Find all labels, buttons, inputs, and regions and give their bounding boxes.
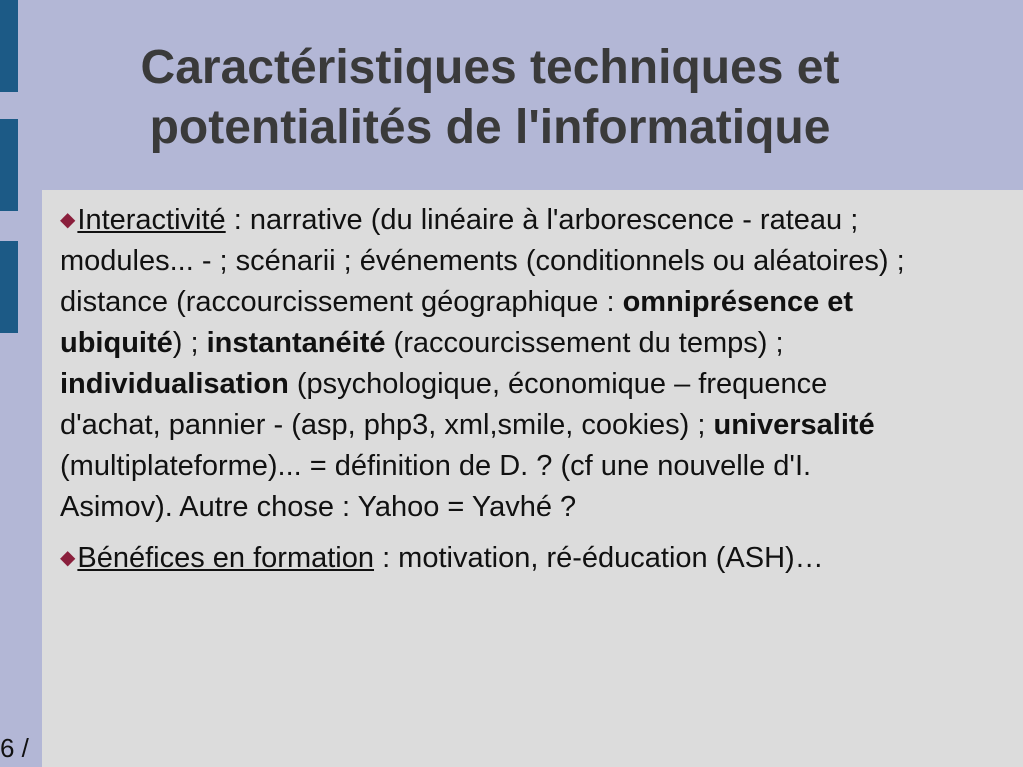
bullet-text: (psychologique, économique – frequence d'achat, pannier - (asp, php3, xml,smile, cookies) ; (60, 368, 828, 441)
diamond-bullet-icon: ◆ (60, 209, 76, 231)
side-accent-bar (0, 119, 18, 211)
bold-term: instantanéité (206, 327, 386, 359)
bold-term: omniprésence et ubiquité (60, 286, 854, 359)
side-accent-bar (0, 0, 18, 92)
slide-title (40, 38, 940, 158)
bullet-text: : narrative (du linéaire à l'arborescence - rateau ; modules... - ; scénarii ; événements (conditionnels ou aléatoires) ; distance (raccourcissement géographique : (60, 204, 905, 318)
bullet-text: (raccourcissement du temps) ; (385, 327, 784, 359)
side-accent-bar (0, 241, 18, 333)
bullet-item-interactivite (60, 200, 930, 528)
slide-title-line2: potentialités de l'informatique (149, 101, 831, 154)
diamond-bullet-icon: ◆ (60, 547, 76, 569)
bullet-heading: Bénéfices en formation (77, 542, 375, 574)
bold-term: individualisation (60, 368, 289, 400)
bold-term: universalité (713, 409, 875, 441)
bullet-item-benefices (60, 538, 930, 579)
bullet-text: : motivation, ré-éducation (ASH)… (374, 542, 824, 574)
bullet-text: ) ; (172, 327, 207, 359)
slide-title-line1: Caractéristiques techniques et (140, 41, 840, 94)
slide-body (60, 200, 930, 589)
bullet-text: (multiplateforme)... = définition de D. ? (cf une nouvelle d'I. Asimov). Autre chose : Yahoo = Yavhé ? (60, 450, 812, 523)
page-number: 6 / (0, 733, 29, 763)
bullet-heading: Interactivité (77, 204, 226, 236)
